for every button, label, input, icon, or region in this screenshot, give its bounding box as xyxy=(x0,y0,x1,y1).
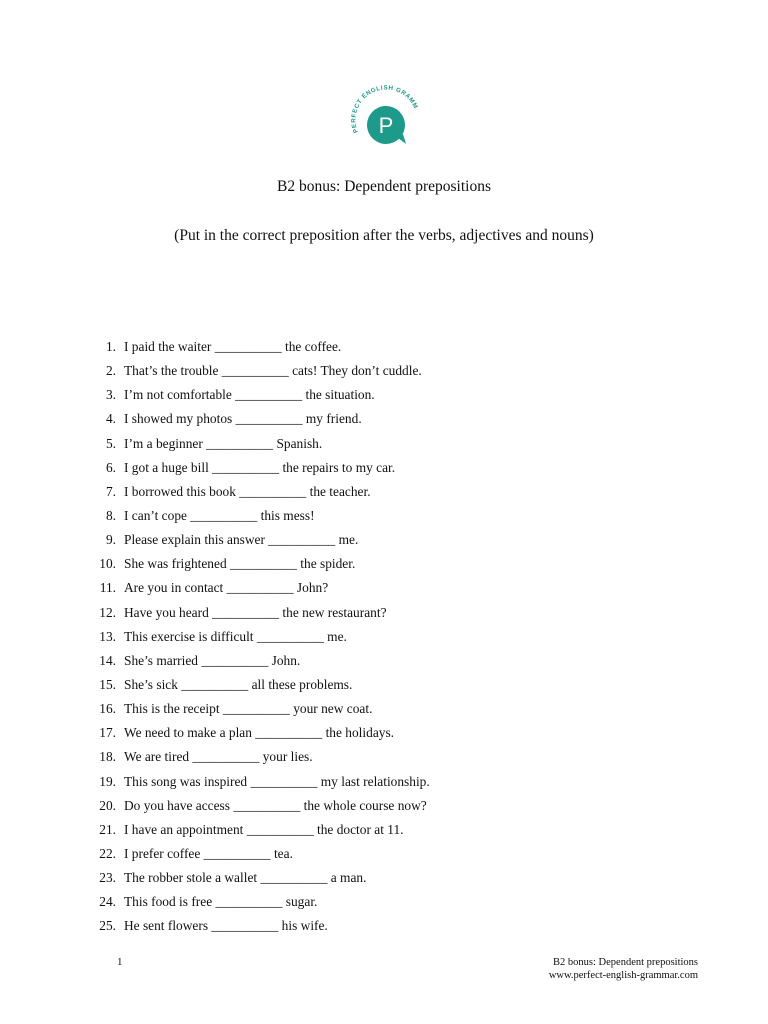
exercise-item xyxy=(86,504,646,528)
exercise-text: The robber stole a wallet __________ a man. xyxy=(124,870,367,886)
exercise-text: This exercise is difficult __________ me. xyxy=(124,628,347,644)
exercise-text: He sent flowers __________ his wife. xyxy=(124,918,328,934)
exercise-number: 9. xyxy=(105,532,116,548)
page-title: B2 bonus: Dependent prepositions xyxy=(277,178,491,195)
exercise-text: This is the receipt __________ your new coat. xyxy=(124,701,373,717)
exercise-text: I paid the waiter __________ the coffee. xyxy=(124,339,342,355)
exercise-item xyxy=(86,335,646,359)
exercise-text: She was frightened __________ the spider. xyxy=(124,556,356,572)
exercise-item xyxy=(86,794,646,818)
footer-website: www.perfect-english-grammar.com xyxy=(548,970,698,981)
exercise-item xyxy=(86,770,646,794)
exercise-item xyxy=(86,552,646,576)
exercise-number: 15. xyxy=(99,677,116,693)
exercise-number: 20. xyxy=(99,797,116,813)
exercise-number: 24. xyxy=(99,894,116,910)
exercise-number: 18. xyxy=(99,749,116,765)
exercise-item xyxy=(86,842,646,866)
exercise-item xyxy=(86,480,646,504)
perfect-english-grammar-logo xyxy=(348,80,424,156)
exercise-text: I can’t cope __________ this mess! xyxy=(124,508,315,524)
exercise-text: Have you heard __________ the new restaurant? xyxy=(124,604,387,620)
logo-letter: P xyxy=(378,113,394,138)
exercise-text: Are you in contact __________ John? xyxy=(124,580,329,596)
exercise-item xyxy=(86,601,646,625)
footer-doc-title: B2 bonus: Dependent prepositions xyxy=(553,957,698,968)
exercise-text: I’m not comfortable __________ the situation. xyxy=(124,387,375,403)
exercise-item xyxy=(86,721,646,745)
exercise-number: 25. xyxy=(99,918,116,934)
exercise-item xyxy=(86,649,646,673)
exercise-text: I’m a beginner __________ Spanish. xyxy=(124,435,323,451)
footer-info xyxy=(549,956,698,982)
exercise-text: She’s married __________ John. xyxy=(124,652,301,668)
exercise-item xyxy=(86,576,646,600)
exercise-number: 19. xyxy=(99,773,116,789)
exercise-number: 2. xyxy=(105,363,116,379)
exercise-item xyxy=(86,432,646,456)
exercise-item xyxy=(86,407,646,431)
exercise-text: I got a huge bill __________ the repairs to my car. xyxy=(124,459,396,475)
exercise-text: We need to make a plan __________ the holidays. xyxy=(124,725,395,741)
exercise-text: She’s sick __________ all these problems. xyxy=(124,677,353,693)
exercise-item xyxy=(86,359,646,383)
exercise-text: We are tired __________ your lies. xyxy=(124,749,313,765)
exercise-number: 14. xyxy=(99,652,116,668)
exercise-text: This food is free __________ sugar. xyxy=(124,894,318,910)
logo-ring-text: PERFECT ENGLISH GRAMM xyxy=(350,84,420,134)
exercise-number: 5. xyxy=(105,435,116,451)
exercise-number: 12. xyxy=(99,604,116,620)
instructions: (Put in the correct preposition after the verbs, adjectives and nouns) xyxy=(174,227,594,244)
exercise-number: 11. xyxy=(99,580,116,596)
exercise-item xyxy=(86,697,646,721)
exercise-text: Please explain this answer __________ me. xyxy=(124,532,359,548)
exercise-list xyxy=(86,335,646,939)
exercise-text: I showed my photos __________ my friend. xyxy=(124,411,362,427)
exercise-item xyxy=(86,383,646,407)
exercise-number: 21. xyxy=(99,821,116,837)
exercise-number: 13. xyxy=(99,628,116,644)
exercise-item xyxy=(86,818,646,842)
exercise-number: 6. xyxy=(105,459,116,475)
exercise-text: I prefer coffee __________ tea. xyxy=(124,846,293,862)
exercise-number: 4. xyxy=(105,411,116,427)
exercise-number: 10. xyxy=(99,556,116,572)
exercise-number: 16. xyxy=(99,701,116,717)
exercise-text: I borrowed this book __________ the teacher. xyxy=(124,483,371,499)
exercise-number: 17. xyxy=(99,725,116,741)
exercise-item xyxy=(86,745,646,769)
exercise-item xyxy=(86,673,646,697)
exercise-number: 1. xyxy=(105,339,116,355)
exercise-number: 22. xyxy=(99,846,116,862)
exercise-text: I have an appointment __________ the doctor at 11. xyxy=(124,821,404,837)
exercise-item xyxy=(86,528,646,552)
exercise-item xyxy=(86,456,646,480)
exercise-text: This song was inspired __________ my last relationship. xyxy=(124,773,430,789)
exercise-number: 8. xyxy=(105,508,116,524)
exercise-text: Do you have access __________ the whole course now? xyxy=(124,797,427,813)
exercise-number: 3. xyxy=(105,387,116,403)
exercise-item xyxy=(86,866,646,890)
page-number: 1 xyxy=(117,956,123,968)
exercise-number: 23. xyxy=(99,870,116,886)
exercise-text: That’s the trouble __________ cats! They don’t cuddle. xyxy=(124,363,422,379)
exercise-item xyxy=(86,914,646,938)
exercise-item xyxy=(86,625,646,649)
exercise-number: 7. xyxy=(105,483,116,499)
exercise-item xyxy=(86,890,646,914)
